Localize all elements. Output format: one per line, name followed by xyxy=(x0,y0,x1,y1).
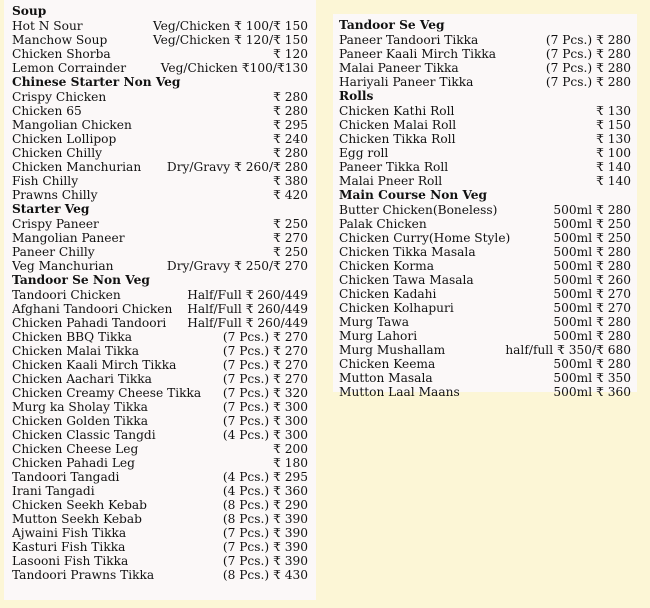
menu-right-column xyxy=(333,14,637,399)
item-price: ₹ 100 xyxy=(596,146,631,160)
item-price: ₹ 270 xyxy=(273,358,308,372)
item-qualifier: (7 Pcs.) xyxy=(222,554,270,568)
item-name: Chicken Chilly xyxy=(12,146,102,160)
item-name: Ajwaini Fish Tikka xyxy=(12,526,127,540)
item-qualifier: Dry/Gravy xyxy=(166,259,231,273)
item-name: Murg Tawa xyxy=(339,315,409,329)
menu-item xyxy=(12,470,308,484)
menu-item xyxy=(12,540,308,554)
item-qualifier: (7 Pcs.) xyxy=(222,386,270,400)
item-price: ₹ 360 xyxy=(596,385,631,399)
menu-item xyxy=(339,33,631,47)
item-price: ₹ 350 xyxy=(596,371,631,385)
menu-item xyxy=(12,400,308,414)
item-qualifier: 500ml xyxy=(553,217,593,231)
item-name: Chicken Kaali Mirch Tikka xyxy=(12,358,177,372)
item-price: ₹ 260 xyxy=(596,273,631,287)
item-name: Chicken Pahadi Leg xyxy=(12,456,135,470)
item-price: ₹ 390 xyxy=(273,554,308,568)
menu-section-tandoor-se-non-veg xyxy=(12,273,308,582)
item-name: Hariyali Paneer Tikka xyxy=(339,75,474,89)
item-price: ₹ 390 xyxy=(273,512,308,526)
item-qualifier: Half/Full xyxy=(187,302,242,316)
item-price: ₹ 120 xyxy=(273,47,308,61)
item-name: Paneer Tandoori Tikka xyxy=(339,33,479,47)
item-price: ₹ 280 xyxy=(596,259,631,273)
item-qualifier: 500ml xyxy=(553,301,593,315)
item-price: ₹ 260/₹ 280 xyxy=(234,160,308,174)
item-price: ₹ 280 xyxy=(596,75,631,89)
menu-item xyxy=(339,315,631,329)
menu-item xyxy=(12,90,308,104)
menu-item xyxy=(339,287,631,301)
item-price: ₹ 300 xyxy=(273,428,308,442)
item-name: Tandoori Tangadi xyxy=(12,470,120,484)
item-price: ₹100/₹130 xyxy=(241,61,308,75)
item-name: Veg Manchurian xyxy=(12,259,114,273)
item-name: Chicken Malai Roll xyxy=(339,118,457,132)
menu-item xyxy=(12,104,308,118)
item-name: Fish Chilly xyxy=(12,174,79,188)
menu-item xyxy=(339,104,631,118)
menu-item xyxy=(12,498,308,512)
menu-item xyxy=(12,132,308,146)
item-qualifier: 500ml xyxy=(553,245,593,259)
menu-item xyxy=(12,188,308,202)
item-price: ₹ 280 xyxy=(596,245,631,259)
item-price: ₹ 280 xyxy=(273,90,308,104)
menu-section-tandoor-se-veg xyxy=(339,18,631,89)
item-name: Chicken Tikka Roll xyxy=(339,132,456,146)
item-price: ₹ 290 xyxy=(273,498,308,512)
item-price: ₹ 300 xyxy=(273,414,308,428)
item-name: Chicken Kathi Roll xyxy=(339,104,455,118)
section-title: Rolls xyxy=(339,89,374,103)
menu-item xyxy=(12,160,308,174)
item-name: Chicken Tawa Masala xyxy=(339,273,474,287)
item-price: ₹ 200 xyxy=(273,442,308,456)
menu-item xyxy=(339,385,631,399)
menu-item xyxy=(339,146,631,160)
menu-section-main-course-non-veg xyxy=(339,188,631,399)
item-name: Malai Pneer Roll xyxy=(339,174,443,188)
item-qualifier: 500ml xyxy=(553,259,593,273)
item-name: Irani Tangadi xyxy=(12,484,95,498)
item-name: Chicken Cheese Leg xyxy=(12,442,139,456)
item-name: Lasooni Fish Tikka xyxy=(12,554,129,568)
item-name: Manchow Soup xyxy=(12,33,108,47)
menu-item xyxy=(339,217,631,231)
item-price: ₹ 270 xyxy=(596,287,631,301)
item-name: Chicken Pahadi Tandoori xyxy=(12,316,167,330)
item-qualifier: (7 Pcs.) xyxy=(545,47,593,61)
item-qualifier: (7 Pcs.) xyxy=(222,330,270,344)
menu-item xyxy=(12,288,308,302)
item-qualifier: (7 Pcs.) xyxy=(222,526,270,540)
item-price: ₹ 270 xyxy=(273,372,308,386)
menu-section-soup xyxy=(12,4,308,75)
menu-item xyxy=(12,146,308,160)
item-name: Egg roll xyxy=(339,146,389,160)
menu-item xyxy=(12,442,308,456)
item-qualifier: 500ml xyxy=(553,315,593,329)
item-name: Mutton Seekh Kebab xyxy=(12,512,142,526)
item-qualifier: 500ml xyxy=(553,273,593,287)
menu-item xyxy=(12,118,308,132)
item-price: ₹ 250 xyxy=(273,245,308,259)
section-title: Tandoor Se Non Veg xyxy=(12,273,150,287)
menu-item xyxy=(339,273,631,287)
item-name: Malai Paneer Tikka xyxy=(339,61,459,75)
menu-item xyxy=(339,203,631,217)
item-qualifier: 500ml xyxy=(553,385,593,399)
item-qualifier: (7 Pcs.) xyxy=(222,344,270,358)
item-name: Murg Mushallam xyxy=(339,343,446,357)
item-price: ₹ 360 xyxy=(273,484,308,498)
item-name: Chicken Creamy Cheese Tikka xyxy=(12,386,202,400)
item-name: Chicken Golden Tikka xyxy=(12,414,148,428)
item-qualifier: Half/Full xyxy=(187,288,242,302)
item-name: Chicken Classic Tangdi xyxy=(12,428,156,442)
item-qualifier: 500ml xyxy=(553,371,593,385)
item-qualifier: (7 Pcs.) xyxy=(545,61,593,75)
item-name: Palak Chicken xyxy=(339,217,427,231)
item-name: Chicken Kolhapuri xyxy=(339,301,454,315)
menu-item xyxy=(12,316,308,330)
item-price: ₹ 280 xyxy=(273,146,308,160)
item-price: ₹ 270 xyxy=(596,301,631,315)
menu-item xyxy=(339,47,631,61)
item-price: ₹ 295 xyxy=(273,470,308,484)
menu-item xyxy=(339,301,631,315)
section-title: Tandoor Se Veg xyxy=(339,18,445,32)
item-qualifier: (7 Pcs.) xyxy=(222,358,270,372)
item-qualifier: (4 Pcs.) xyxy=(222,484,270,498)
menu-item xyxy=(12,330,308,344)
item-qualifier: 500ml xyxy=(553,287,593,301)
item-name: Butter Chicken(Boneless) xyxy=(339,203,498,217)
section-title: Starter Veg xyxy=(12,202,90,216)
menu-item xyxy=(12,456,308,470)
menu-item xyxy=(12,428,308,442)
menu-item xyxy=(12,526,308,540)
section-title: Main Course Non Veg xyxy=(339,188,488,202)
item-name: Mutton Laal Maans xyxy=(339,385,460,399)
item-name: Paneer Chilly xyxy=(12,245,95,259)
menu-item xyxy=(339,118,631,132)
item-price: ₹ 250 xyxy=(596,217,631,231)
item-price: ₹ 280 xyxy=(273,104,308,118)
menu-item xyxy=(339,174,631,188)
item-price: ₹ 420 xyxy=(273,188,308,202)
item-price: ₹ 280 xyxy=(596,47,631,61)
item-price: ₹ 280 xyxy=(596,61,631,75)
item-name: Chicken Kadahi xyxy=(339,287,437,301)
item-qualifier: 500ml xyxy=(553,203,593,217)
item-qualifier: (7 Pcs.) xyxy=(222,414,270,428)
item-qualifier: Veg/Chicken xyxy=(152,33,231,47)
item-qualifier: (4 Pcs.) xyxy=(222,428,270,442)
item-price: ₹ 130 xyxy=(596,132,631,146)
menu-item xyxy=(339,371,631,385)
menu-section-starter-veg xyxy=(12,202,308,273)
menu-item xyxy=(339,259,631,273)
item-qualifier: Half/Full xyxy=(187,316,242,330)
item-qualifier: (8 Pcs.) xyxy=(222,512,270,526)
menu-item xyxy=(12,245,308,259)
menu-item xyxy=(12,484,308,498)
menu-item xyxy=(12,554,308,568)
item-price: ₹ 260/449 xyxy=(245,288,308,302)
item-name: Kasturi Fish Tikka xyxy=(12,540,126,554)
item-qualifier: half/full xyxy=(505,343,554,357)
item-name: Chicken Aachari Tikka xyxy=(12,372,152,386)
item-price: ₹ 180 xyxy=(273,456,308,470)
item-price: ₹ 390 xyxy=(273,526,308,540)
item-price: ₹ 260/449 xyxy=(245,316,308,330)
item-price: ₹ 150 xyxy=(596,118,631,132)
item-name: Chicken Seekh Kebab xyxy=(12,498,147,512)
item-qualifier: (7 Pcs.) xyxy=(222,372,270,386)
menu-item xyxy=(12,386,308,400)
item-price: ₹ 280 xyxy=(596,203,631,217)
item-name: Chicken Korma xyxy=(339,259,434,273)
menu-item xyxy=(339,357,631,371)
item-name: Tandoori Prawns Tikka xyxy=(12,568,155,582)
menu-section-rolls xyxy=(339,89,631,188)
menu-item xyxy=(12,47,308,61)
item-name: Tandoori Chicken xyxy=(12,288,121,302)
menu-item xyxy=(339,245,631,259)
item-price: ₹ 140 xyxy=(596,160,631,174)
menu-item xyxy=(12,217,308,231)
item-qualifier: (7 Pcs.) xyxy=(222,540,270,554)
item-price: ₹ 320 xyxy=(273,386,308,400)
menu-item xyxy=(339,160,631,174)
item-name: Murg Lahori xyxy=(339,329,418,343)
item-qualifier: Veg/Chicken xyxy=(160,61,238,75)
menu-item xyxy=(339,329,631,343)
item-price: ₹ 380 xyxy=(273,174,308,188)
item-price: ₹ 280 xyxy=(596,33,631,47)
menu-item xyxy=(12,61,308,75)
item-qualifier: Dry/Gravy xyxy=(166,160,231,174)
item-price: ₹ 430 xyxy=(273,568,308,582)
item-qualifier: Veg/Chicken xyxy=(152,19,231,33)
item-qualifier: (8 Pcs.) xyxy=(222,498,270,512)
item-price: ₹ 270 xyxy=(273,330,308,344)
item-qualifier: 500ml xyxy=(553,231,593,245)
item-qualifier: (8 Pcs.) xyxy=(222,568,270,582)
item-price: ₹ 390 xyxy=(273,540,308,554)
item-name: Chicken Malai Tikka xyxy=(12,344,139,358)
menu-item xyxy=(339,343,631,357)
item-name: Paneer Kaali Mirch Tikka xyxy=(339,47,497,61)
item-name: Chicken Manchurian xyxy=(12,160,142,174)
menu-item xyxy=(12,174,308,188)
item-price: ₹ 270 xyxy=(273,231,308,245)
item-name: Prawns Chilly xyxy=(12,188,98,202)
menu-item xyxy=(12,358,308,372)
menu-item xyxy=(12,344,308,358)
menu-item xyxy=(339,231,631,245)
item-price: ₹ 250/₹ 270 xyxy=(234,259,308,273)
item-price: ₹ 280 xyxy=(596,357,631,371)
menu-item xyxy=(12,259,308,273)
item-price: ₹ 130 xyxy=(596,104,631,118)
menu-item xyxy=(12,512,308,526)
item-price: ₹ 260/449 xyxy=(245,302,308,316)
menu-item xyxy=(12,302,308,316)
item-name: Hot N Sour xyxy=(12,19,83,33)
item-name: Murg ka Sholay Tikka xyxy=(12,400,148,414)
item-name: Chicken 65 xyxy=(12,104,82,118)
item-price: ₹ 140 xyxy=(596,174,631,188)
item-name: Chicken Tikka Masala xyxy=(339,245,476,259)
menu-item xyxy=(339,61,631,75)
item-name: Chicken BBQ Tikka xyxy=(12,330,133,344)
item-price: ₹ 350/₹ 680 xyxy=(557,343,631,357)
item-price: ₹ 250 xyxy=(596,231,631,245)
item-name: Chicken Keema xyxy=(339,357,436,371)
item-qualifier: (7 Pcs.) xyxy=(545,75,593,89)
item-name: Mutton Masala xyxy=(339,371,433,385)
item-qualifier: (7 Pcs.) xyxy=(545,33,593,47)
item-price: ₹ 280 xyxy=(596,329,631,343)
menu-section-chinese-starter-non-veg xyxy=(12,75,308,202)
item-name: Chicken Shorba xyxy=(12,47,111,61)
item-price: ₹ 270 xyxy=(273,344,308,358)
item-name: Chicken Curry(Home Style) xyxy=(339,231,511,245)
item-name: Crispy Paneer xyxy=(12,217,99,231)
menu-item xyxy=(12,33,308,47)
menu-item xyxy=(12,372,308,386)
item-price: ₹ 295 xyxy=(273,118,308,132)
item-qualifier: (4 Pcs.) xyxy=(222,470,270,484)
item-qualifier: (7 Pcs.) xyxy=(222,400,270,414)
item-price: ₹ 240 xyxy=(273,132,308,146)
menu-item xyxy=(12,19,308,33)
menu-item xyxy=(12,414,308,428)
section-title: Soup xyxy=(12,4,47,18)
item-name: Crispy Chicken xyxy=(12,90,107,104)
item-name: Paneer Tikka Roll xyxy=(339,160,449,174)
item-name: Mangolian Paneer xyxy=(12,231,125,245)
item-name: Chicken Lollipop xyxy=(12,132,117,146)
item-price: ₹ 120/₹ 150 xyxy=(234,33,308,47)
menu-item xyxy=(339,75,631,89)
item-name: Mangolian Chicken xyxy=(12,118,132,132)
item-qualifier: 500ml xyxy=(553,329,593,343)
menu-left-column xyxy=(4,0,316,600)
item-name: Lemon Corrainder xyxy=(12,61,127,75)
item-price: ₹ 300 xyxy=(273,400,308,414)
menu-item xyxy=(12,231,308,245)
section-title: Chinese Starter Non Veg xyxy=(12,75,181,89)
item-qualifier: 500ml xyxy=(553,357,593,371)
menu-item xyxy=(339,132,631,146)
item-price: ₹ 280 xyxy=(596,315,631,329)
item-price: ₹ 250 xyxy=(273,217,308,231)
menu-item xyxy=(12,568,308,582)
item-price: ₹ 100/₹ 150 xyxy=(234,19,308,33)
item-name: Afghani Tandoori Chicken xyxy=(12,302,173,316)
